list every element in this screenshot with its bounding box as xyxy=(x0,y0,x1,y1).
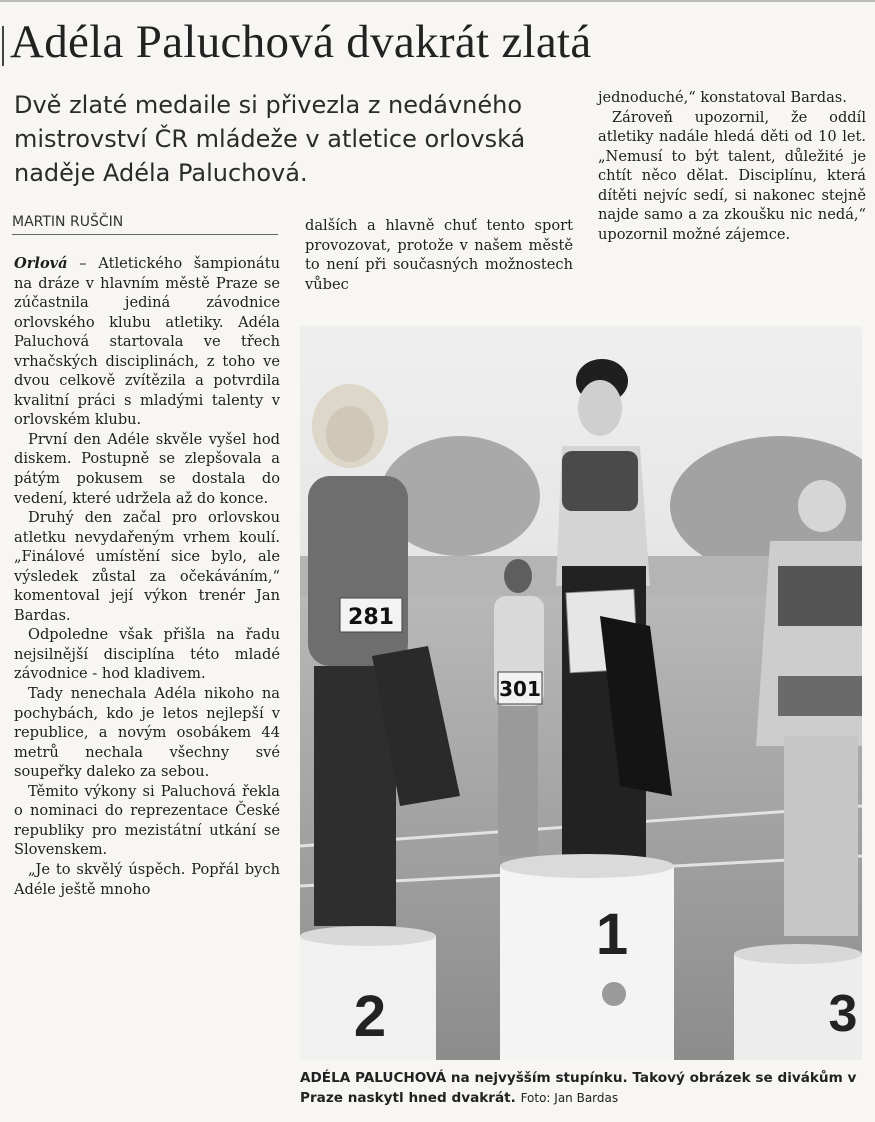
caption-name: ADÉLA PALUCHOVÁ xyxy=(300,1070,447,1086)
photo-caption xyxy=(300,1068,866,1108)
paragraph: Tady nenechala Adéla nikoho na pochybách, kdo je letos nejlepší v republice, a novým osobákem 44 metrů nechala všechny své soupeřky daleko za sebou. xyxy=(14,685,280,781)
lead-line: mistrovství ČR mládeže v atletice orlovská xyxy=(14,125,526,153)
podium-step-1 xyxy=(500,854,674,1060)
paragraph: První den Adéle skvěle vyšel hod diskem. Postupně se zlepšovala a pátým pokusem se dostala do vedení, které udržela až do konce. xyxy=(14,430,280,507)
podium-number: 2 xyxy=(353,984,387,1049)
podium-step-2 xyxy=(300,926,436,1060)
podium-number: 3 xyxy=(828,985,858,1043)
paragraph: Druhý den začal pro orlovskou atletku nevydařeným vrhem koulí. „Finálové umístění sice bylo, ale výsledek zůstal za očekáváním,“ komentoval její výkon trenér Jan Bardas. xyxy=(14,509,280,624)
bib-number: 281 xyxy=(348,605,394,630)
podium-step-3 xyxy=(734,944,862,1060)
lead-line: naděje Adéla Paluchová. xyxy=(14,159,308,187)
podium-photo-illustration xyxy=(300,326,862,1060)
paragraph: „Je to skvělý úspěch. Popřál bych Adéle ještě mnoho xyxy=(14,860,280,898)
paragraph: Zároveň upozornil, že oddíl atletiky nadále hledá děti od 10 let. „Nemusí to být talent, důležité je chtít něco dělat. Disciplínu, která dítěti nejvíc sedí, si nakonec stejně najde samo a za zkoušku nic nedá,“ upozornil možné zájemce. xyxy=(598,108,866,243)
photo-credit: Foto: Jan Bardas xyxy=(520,1091,619,1105)
headline: Adéla Paluchová dvakrát zlatá xyxy=(10,16,592,68)
paragraph: jednoduché,“ konstatoval Bardas. xyxy=(598,89,847,106)
caption-text: na nejvyšším stupínku. Takový obrázek se divákům v Praze naskytl hned dvakrát. xyxy=(300,1070,857,1106)
podium-logo xyxy=(602,982,626,1006)
article-column-1 xyxy=(14,254,280,899)
dateline-place: Orlová xyxy=(14,255,68,272)
lead-line: Dvě zlaté medaile si přivezla z nedávného xyxy=(14,91,523,119)
article-column-3 xyxy=(598,88,866,244)
top-rule xyxy=(0,0,875,2)
bib-number: 301 xyxy=(499,677,541,701)
paragraph: Těmito výkony si Paluchová řekla o nominaci do reprezentace České republiky pro mezistátní utkání se Slovenskem. xyxy=(14,782,280,859)
lead-paragraph xyxy=(14,88,584,190)
paragraph: Odpoledne však přišla na řadu nejsilnější disciplína této mladé závodnice - hod kladivem. xyxy=(14,626,280,683)
podium-photo xyxy=(300,326,862,1060)
headline-accent-bar xyxy=(2,26,4,66)
paragraph xyxy=(14,254,280,430)
child-athlete xyxy=(494,559,544,856)
byline: MARTIN RUŠČIN xyxy=(12,214,278,235)
paragraph: dalších a hlavně chuť tento sport provozovat, protože v našem městě to není při současných možnostech vůbec xyxy=(305,217,573,293)
paragraph-text: – Atletického šampionátu na dráze v hlavním městě Praze se zúčastnila jediná závodnice orlovského klubu atletiky. Adéla Paluchová startovala ve třech vrhačských disciplinách, z toho ve dvou celkově zvítězila a potvrdila kvalitní práci s mladými talenty v orlovském klubu. xyxy=(14,255,280,429)
podium-number: 1 xyxy=(595,902,629,967)
article-column-2 xyxy=(305,216,573,294)
